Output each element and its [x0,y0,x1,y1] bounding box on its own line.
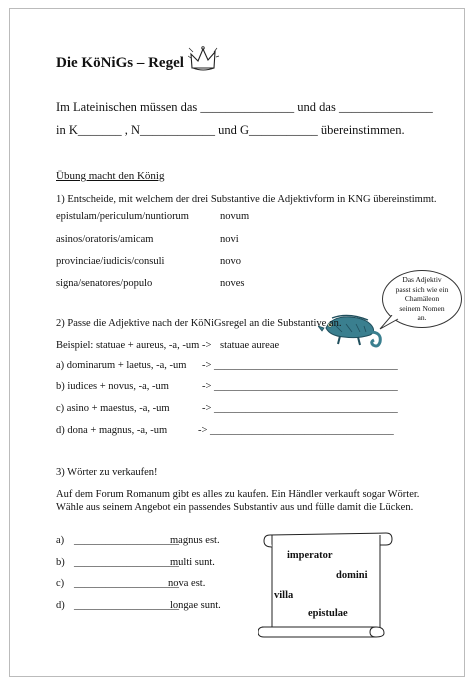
chameleon-icon [318,308,386,355]
scroll-icon [258,527,394,644]
page-title: Die KöNiGs – Regel [56,55,184,71]
task1-instruction: 1) Entscheide, mit welchem der drei Substantive die Adjektivform in KNG übereinstimmt. [56,194,437,205]
task2-example-arrow: -> [202,340,212,351]
task2-item-a-blank[interactable]: ___________________________________ [214,360,398,371]
task1-adj-4: noves [220,278,245,289]
scroll-word-1: imperator [287,550,333,561]
crown-icon [188,44,220,79]
intro-line-2: in K_______ , N____________ und G___________ übereinstimmen. [56,123,405,137]
task3-item-c-end: nova est. [168,578,206,589]
task2-item-c-arrow: -> [202,403,212,414]
task3-item-a-label: a) [56,535,65,546]
scroll-word-4: epistulae [308,608,348,619]
task3-text-1: Auf dem Forum Romanum gibt es alles zu kaufen. Ein Händler verkauft sogar Wörter. [56,489,420,500]
task2-item-c-left: c) asino + maestus, -a, -um [56,403,170,414]
intro-line-1: Im Lateinischen müssen das _______________ und das _______________ [56,100,433,114]
task2-item-d-blank[interactable]: ___________________________________ [210,425,394,436]
scroll-word-3: villa [274,590,294,601]
task3-item-d-label: d) [56,600,65,611]
task3-item-c-blank[interactable]: ____________________ [74,578,179,589]
task2-item-c-blank[interactable]: ___________________________________ [214,403,398,414]
task2-item-b-left: b) iudices + novus, -a, -um [56,381,169,392]
task3-item-b-label: b) [56,557,65,568]
task3-text-2: Wähle aus seinem Angebot ein passendes Substantiv aus und fülle damit die Lücken. [56,502,414,513]
task3-item-a-blank[interactable]: ____________________ [74,535,179,546]
task1-adj-1: novum [220,211,250,222]
task2-item-d-left: d) dona + magnus, -a, -um [56,425,168,436]
task2-example-left: Beispiel: statuae + aureus, -a, -um [56,340,200,351]
task1-adj-3: novo [220,256,241,267]
task2-item-a-arrow: -> [202,360,212,371]
task2-item-a-left: a) dominarum + laetus, -a, -um [56,360,187,371]
scroll-word-2: domini [336,570,368,581]
task3-item-d-blank[interactable]: ____________________ [74,600,179,611]
task1-nouns-1: epistulam/periculum/nuntiorum [56,211,189,222]
task1-nouns-3: provinciae/iudicis/consuli [56,256,165,267]
task1-nouns-4: signa/senatores/populo [56,278,153,289]
task3-item-b-end: multi sunt. [170,557,215,568]
practice-heading: Übung macht den König [56,170,165,182]
task3-item-a-end: magnus est. [170,535,220,546]
task3-item-d-end: longae sunt. [170,600,221,611]
task2-item-b-blank[interactable]: ___________________________________ [214,381,398,392]
task2-instruction: 2) Passe die Adjektive nach der KöNiGsregel an die Substantive an. [56,318,342,329]
task2-example-right: statuae aureae [220,340,280,351]
task2-item-d-arrow: -> [198,425,208,436]
task3-item-c-label: c) [56,578,65,589]
task1-nouns-2: asinos/oratoris/amicam [56,234,154,245]
task1-adj-2: novi [220,234,239,245]
task3-item-b-blank[interactable]: ____________________ [74,557,179,568]
bubble-text: Das Adjektiv passt sich wie ein Chamäleon seinem Nomen an. [395,275,449,323]
task3-heading: 3) Wörter zu verkaufen! [56,467,158,478]
task2-item-b-arrow: -> [202,381,212,392]
